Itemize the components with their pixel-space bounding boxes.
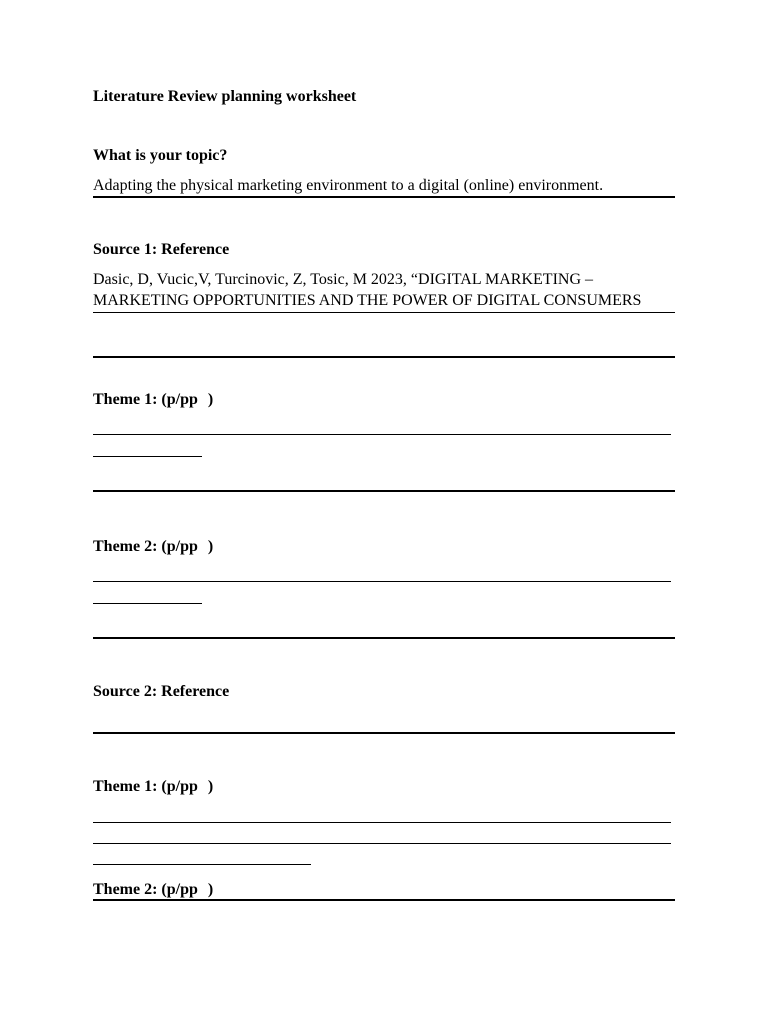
source2-theme1-answer-line2 [93,843,671,844]
source2-theme2-rule [93,899,675,901]
source1-theme1-rule [93,490,675,492]
source1-heading: Source 1: Reference [93,241,230,258]
source1-theme2-label: Theme 2: (p/pp ) [93,538,214,555]
source1-theme1-answer-line [93,434,671,435]
topic-question: What is your topic? [93,147,228,164]
source1-reference-line2: MARKETING OPPORTUNITIES AND THE POWER OF DIGITAL CONSUMERS [93,292,642,309]
source1-theme2-answer-line-short [93,603,202,604]
source2-theme2-label: Theme 2: (p/pp ) [93,881,214,898]
source1-theme2-answer-line [93,581,671,582]
source1-theme1-label: Theme 1: (p/pp ) [93,391,214,408]
topic-answer: Adapting the physical marketing environment to a digital (online) environment. [93,177,604,194]
source1-theme2-rule [93,637,675,639]
source1-reference-underline [93,312,675,313]
source1-reference-line1: Dasic, D, Vucic,V, Turcinovic, Z, Tosic, M 2023, “DIGITAL MARKETING – [93,271,593,288]
source1-divider-rule [93,356,675,358]
worksheet-title: Literature Review planning worksheet [93,88,357,105]
topic-answer-rule [93,196,675,198]
source2-theme1-answer-line1 [93,822,671,823]
source1-theme1-answer-line-short [93,456,202,457]
source2-reference-rule [93,732,675,734]
source2-theme1-label: Theme 1: (p/pp ) [93,778,214,795]
source2-theme1-answer-line-short [93,864,311,865]
source2-heading: Source 2: Reference [93,683,230,700]
